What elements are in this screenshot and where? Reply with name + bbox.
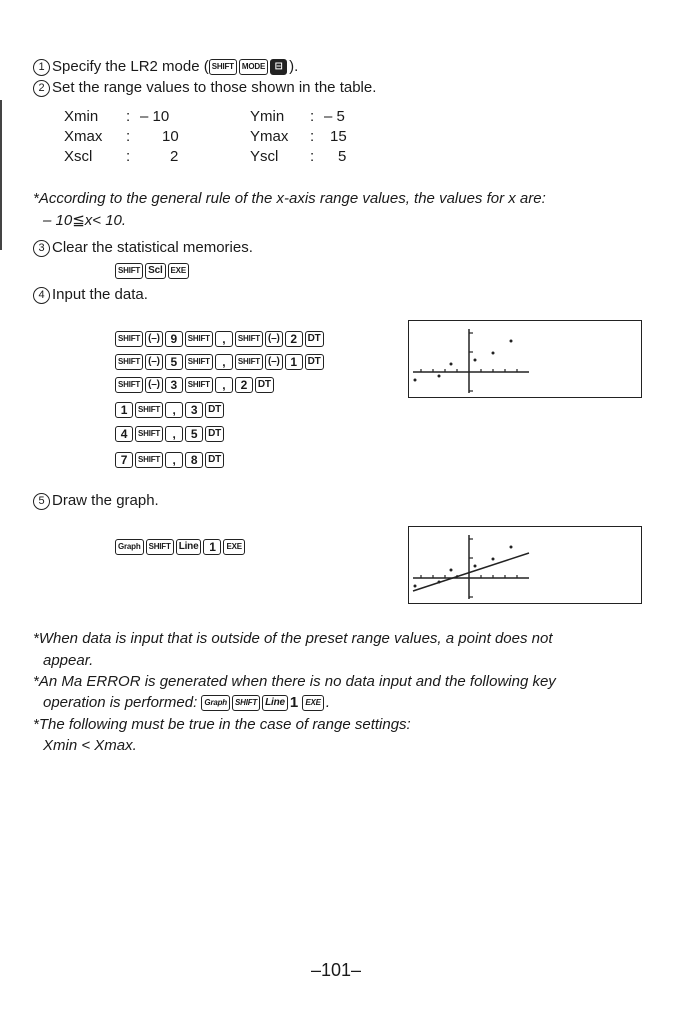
step-4-text: Input the data.: [52, 286, 148, 303]
digit-key: 3: [165, 377, 183, 393]
digit-key: 8: [185, 452, 203, 468]
shift-key: SHIFT: [135, 426, 163, 442]
scl-key: Scl: [145, 263, 165, 279]
step-number: 1: [33, 59, 50, 76]
exe-key: EXE: [302, 695, 323, 711]
shift-key: SHIFT: [146, 539, 174, 555]
calculator-screen-scatter: [408, 320, 642, 398]
line-key: Line: [176, 539, 202, 555]
step-1-text-end: ).: [289, 58, 299, 75]
clear-key-sequence: [115, 262, 191, 280]
note-3-line-2: Xmin < Xmax.: [43, 737, 137, 754]
digit-key: 9: [165, 331, 183, 347]
step-number: 3: [33, 240, 50, 257]
note-2-line-2: [43, 694, 330, 711]
ymin-label: Ymin: [250, 107, 285, 125]
note-1-line-2: appear.: [43, 652, 94, 669]
note-3-line-1: *The following must be true in the case of range settings:: [33, 716, 411, 733]
digit-key: 3: [185, 402, 203, 418]
graph-key: Graph: [115, 539, 144, 555]
xmin-value: – 10: [140, 107, 170, 125]
negative-key: (–): [145, 354, 163, 370]
digit-key: 7: [115, 452, 133, 468]
digit-key: 2: [235, 377, 253, 393]
dt-key: DT: [305, 331, 324, 347]
digit-key: 1: [203, 539, 221, 555]
step-number: 4: [33, 287, 50, 304]
step-3-text: Clear the statistical memories.: [52, 239, 253, 256]
shift-key: SHIFT: [115, 354, 143, 370]
page-number: –101–: [311, 960, 362, 980]
range-note-line-2: – 10≦x< 10.: [43, 212, 127, 229]
note-2-end: .: [325, 694, 330, 711]
data-input-row-6: [115, 451, 226, 469]
note-2-text: operation is performed:: [43, 694, 202, 711]
ymin-value: – 5: [324, 107, 345, 125]
shift-key: SHIFT: [232, 695, 260, 711]
digit-key: 5: [185, 426, 203, 442]
comma-key: ,: [215, 354, 233, 370]
shift-key: SHIFT: [115, 377, 143, 393]
comma-key: ,: [165, 452, 183, 468]
data-input-row-5: [115, 425, 226, 443]
shift-key: SHIFT: [135, 402, 163, 418]
step-number: 5: [33, 493, 50, 510]
shift-key: SHIFT: [209, 59, 237, 75]
data-points: [414, 546, 513, 588]
dt-key: DT: [205, 426, 224, 442]
step-2: [33, 79, 376, 97]
xmax-label: Xmax: [64, 127, 103, 145]
comma-key: ,: [165, 426, 183, 442]
scatter-plot: [409, 321, 641, 397]
xmin-label: Xmin: [64, 107, 99, 125]
step-5-text: Draw the graph.: [52, 492, 159, 509]
step-4: [33, 286, 148, 304]
regression-line: [413, 553, 529, 591]
digit-key: 4: [115, 426, 133, 442]
graph-key-sequence: [115, 538, 247, 556]
shift-key: SHIFT: [115, 263, 143, 279]
shift-key: SHIFT: [185, 377, 213, 393]
step-3: [33, 239, 253, 257]
line-key: Line: [262, 695, 288, 711]
step-number: 2: [33, 80, 50, 97]
digit: 1: [289, 694, 299, 711]
step-5: [33, 492, 159, 510]
step-1-text: Specify the LR2 mode (: [52, 58, 209, 75]
exe-key: EXE: [168, 263, 189, 279]
digit-key: 1: [115, 402, 133, 418]
shift-key: SHIFT: [115, 331, 143, 347]
data-input-row-3: [115, 376, 276, 394]
dt-key: DT: [205, 452, 224, 468]
mode-key: MODE: [239, 59, 268, 75]
ymax-label: Ymax: [250, 127, 289, 145]
exe-key: EXE: [223, 539, 244, 555]
regression-plot: [409, 527, 641, 603]
shift-key: SHIFT: [235, 354, 263, 370]
range-table: [64, 106, 347, 166]
negative-key: (–): [145, 331, 163, 347]
sep: :: [310, 127, 315, 145]
comma-key: ,: [165, 402, 183, 418]
lr-mode-key: ⊟: [270, 59, 287, 75]
xscl-label: Xscl: [64, 147, 93, 165]
graph-key: Graph: [201, 695, 230, 711]
data-points: [414, 340, 513, 382]
sep: :: [310, 107, 315, 125]
digit-key: 5: [165, 354, 183, 370]
xscl-value: 2: [170, 147, 179, 165]
data-input-row-4: [115, 401, 226, 419]
negative-key: (–): [265, 354, 283, 370]
comma-key: ,: [215, 377, 233, 393]
step-1: [33, 58, 298, 76]
shift-key: SHIFT: [185, 354, 213, 370]
note-1-line-1: *When data is input that is outside of the preset range values, a point does not: [33, 630, 553, 647]
data-input-row-2: [115, 353, 326, 371]
sep: :: [126, 107, 131, 125]
sep: :: [126, 147, 131, 165]
negative-key: (–): [265, 331, 283, 347]
ymax-value: 15: [330, 127, 347, 145]
sep: :: [126, 127, 131, 145]
step-2-text: Set the range values to those shown in the table.: [52, 79, 377, 96]
comma-key: ,: [215, 331, 233, 347]
sep: :: [310, 147, 315, 165]
digit-key: 2: [285, 331, 303, 347]
data-input-row-1: [115, 330, 326, 348]
calculator-screen-regression: [408, 526, 642, 604]
shift-key: SHIFT: [135, 452, 163, 468]
note-2-line-1: *An Ma ERROR is generated when there is no data input and the following key: [33, 673, 556, 690]
shift-key: SHIFT: [235, 331, 263, 347]
yscl-value: 5: [338, 147, 347, 165]
dt-key: DT: [305, 354, 324, 370]
dt-key: DT: [255, 377, 274, 393]
dt-key: DT: [205, 402, 224, 418]
page-binding-edge: [0, 100, 2, 250]
yscl-label: Yscl: [250, 147, 279, 165]
xmax-value: 10: [162, 127, 179, 145]
range-note-line-1: *According to the general rule of the x-axis range values, the values for x are:: [33, 190, 546, 207]
negative-key: (–): [145, 377, 163, 393]
shift-key: SHIFT: [185, 331, 213, 347]
digit-key: 1: [285, 354, 303, 370]
